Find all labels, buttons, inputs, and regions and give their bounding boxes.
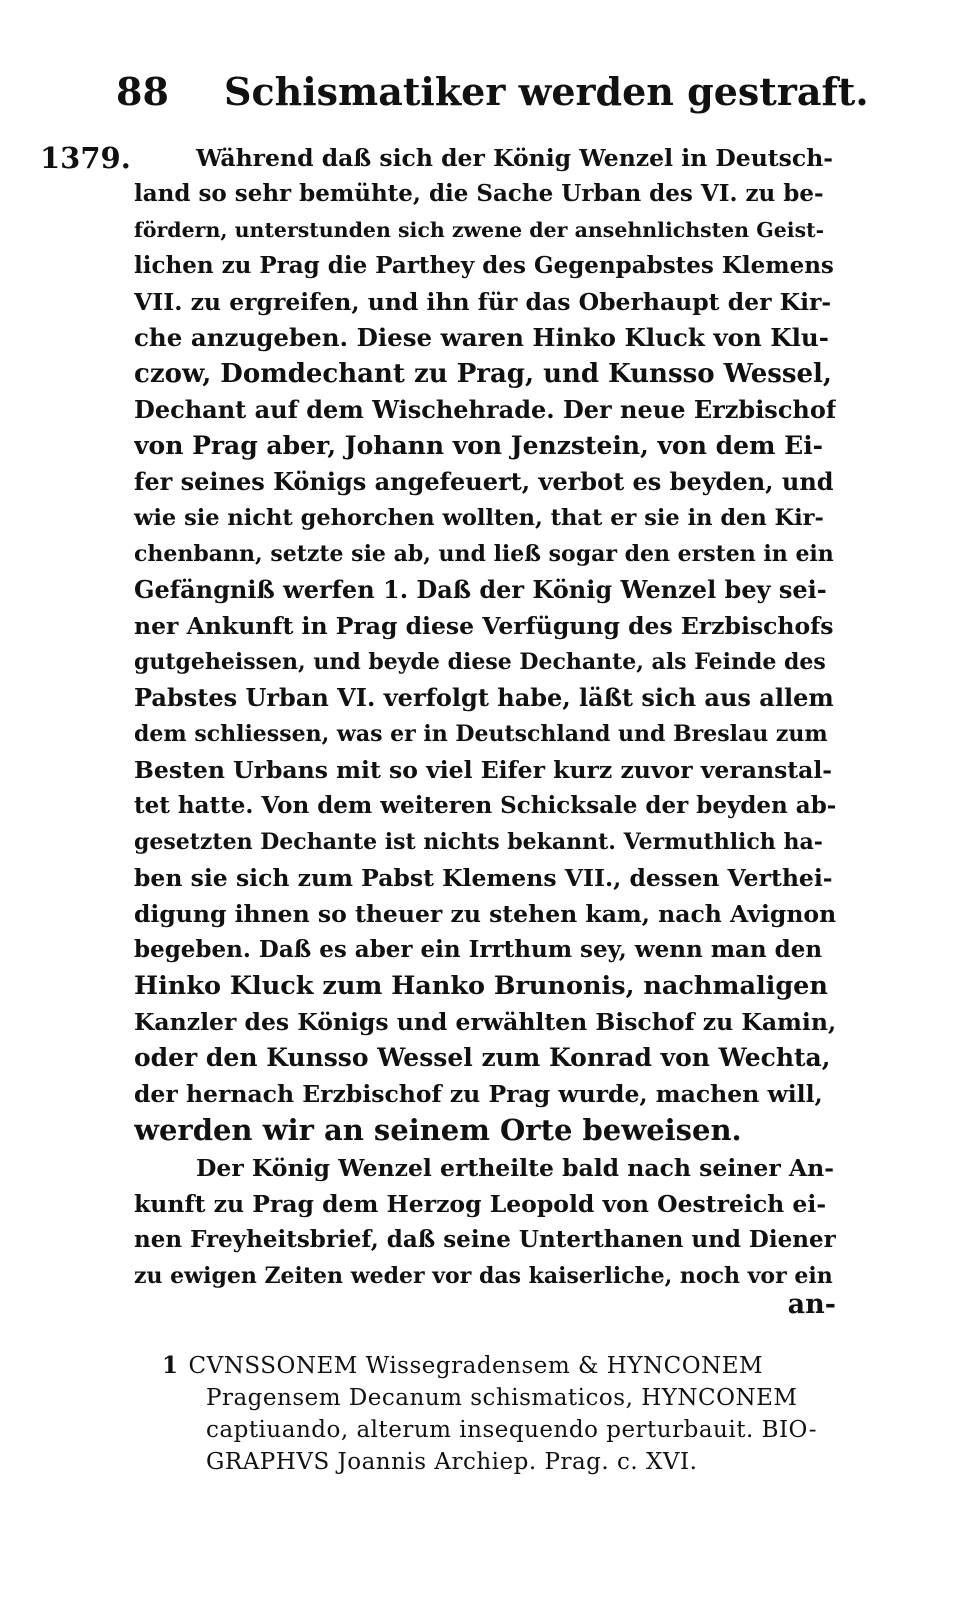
text-line: begeben. Daß es aber ein Irrthum sey, wenn man den: [134, 936, 823, 963]
text-line: von Prag aber, Johann von Jenzstein, von dem Ei-: [134, 431, 824, 460]
text-line: tet hatte. Von dem weiteren Schicksale der beyden ab-: [134, 792, 836, 819]
text-line: fördern, unterstunden sich zwene der ansehnlichsten Geist-: [134, 218, 825, 242]
text-line: Während daß sich der König Wenzel in Deutsch-: [196, 144, 834, 172]
text-line: Gefängniß werfen 1. Daß der König Wenzel bey sei-: [134, 575, 827, 604]
text-line: gesetzten Dechante ist nichts bekannt. Vermuthlich ha-: [134, 829, 823, 855]
text-line: kunft zu Prag dem Herzog Leopold von Oestreich ei-: [134, 1190, 827, 1218]
text-line: land so sehr bemühte, die Sache Urban des VI. zu be-: [134, 180, 824, 207]
margin-year: 1379.: [40, 141, 131, 175]
text-line: Pabstes Urban VI. verfolgt habe, läßt sich aus allem: [134, 683, 834, 712]
text-line: VII. zu ergreifen, und ihn für das Oberhaupt der Kir-: [134, 288, 832, 316]
text-line: Hinko Kluck zum Hanko Brunonis, nachmaligen: [134, 971, 828, 1001]
text-line: zu ewigen Zeiten weder vor das kaiserliche, noch vor ein: [134, 1263, 833, 1289]
text-line: der hernach Erzbischof zu Prag wurde, machen will,: [134, 1080, 823, 1108]
text-line: fer seines Königs angefeuert, verbot es beyden, und: [134, 467, 834, 496]
text-line: werden wir an seinem Orte beweisen.: [134, 1113, 742, 1147]
text-line: dem schliessen, was er in Deutschland und Breslau zum: [134, 721, 828, 747]
text-line: Der König Wenzel ertheilte bald nach seiner An-: [196, 1154, 834, 1182]
text-line: digung ihnen so theuer zu stehen kam, nach Avignon: [134, 900, 836, 928]
text-line: wie sie nicht gehorchen wollten, that er sie in den Kir-: [134, 505, 824, 531]
footnote-line: captiuando, alterum insequendo perturbauit. BIO-: [206, 1417, 818, 1443]
text-line: chenbann, setzte sie ab, und ließ sogar den ersten in ein: [134, 541, 834, 567]
page-number: 88: [116, 69, 169, 114]
catchword: an-: [787, 1289, 836, 1320]
text-line: nen Freyheitsbrief, daß seine Unterthanen und Diener: [134, 1226, 836, 1253]
footnote-line: GRAPHVS Joannis Archiep. Prag. c. XVI.: [206, 1449, 698, 1475]
footnote-text: CVNSSONEM Wissegradensem & HYNCONEM: [188, 1353, 764, 1379]
text-line: Besten Urbans mit so viel Eifer kurz zuvor veranstal-: [134, 756, 833, 784]
footnote-line: [162, 1350, 763, 1382]
text-line: ben sie sich zum Pabst Klemens VII., dessen Verthei-: [134, 864, 833, 892]
text-line: che anzugeben. Diese waren Hinko Kluck von Klu-: [134, 323, 829, 352]
text-line: ner Ankunft in Prag diese Verfügung des Erzbischofs: [134, 612, 834, 640]
running-title: Schismatiker werden gestraft.: [224, 69, 869, 114]
page-header: [116, 62, 869, 122]
text-line: lichen zu Prag die Parthey des Gegenpabstes Klemens: [134, 252, 834, 279]
text-line: oder den Kunsso Wessel zum Konrad von Wechta,: [134, 1043, 831, 1072]
footnote-line: Pragensem Decanum schismaticos, HYNCONEM: [206, 1385, 798, 1411]
footnote-marker: 1: [162, 1352, 179, 1379]
text-line: gutgeheissen, und beyde diese Dechante, als Feinde des: [134, 649, 826, 675]
text-line: Dechant auf dem Wischehrade. Der neue Erzbischof: [134, 395, 836, 424]
text-line: Kanzler des Königs und erwählten Bischof zu Kamin,: [134, 1008, 836, 1036]
text-line: czow, Domdechant zu Prag, und Kunsso Wessel,: [134, 359, 832, 389]
